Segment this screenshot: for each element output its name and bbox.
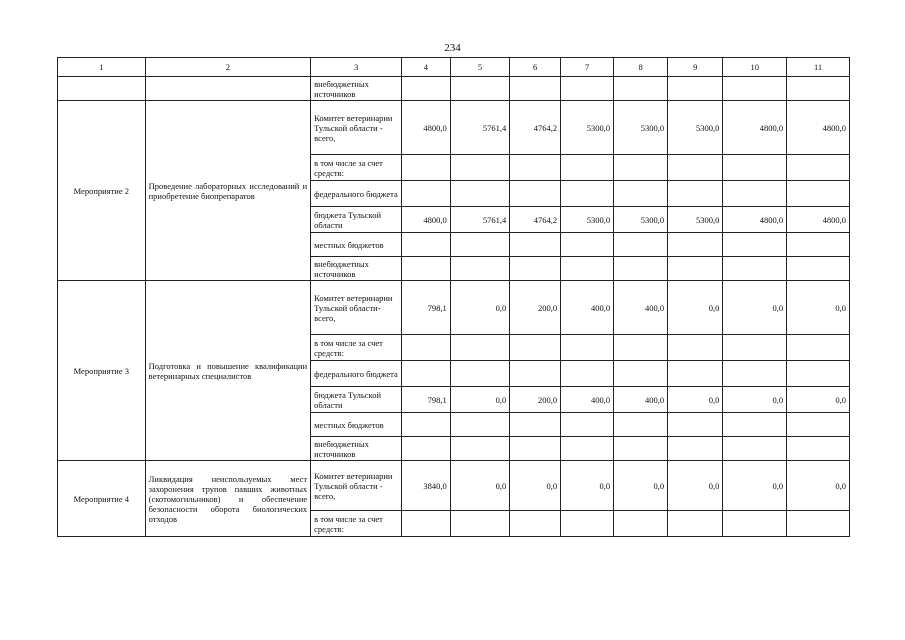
amount-cell	[402, 181, 451, 207]
column-number: 11	[787, 58, 850, 77]
amount-cell	[510, 437, 561, 461]
amount-cell	[614, 437, 668, 461]
column-number: 4	[402, 58, 451, 77]
amount-cell: 798,1	[402, 281, 451, 335]
amount-cell: 4764,2	[510, 207, 561, 233]
amount-cell: 0,0	[787, 461, 850, 511]
amount-cell: 4800,0	[723, 101, 787, 155]
amount-cell: 0,0	[787, 387, 850, 413]
amount-cell: 5300,0	[561, 207, 614, 233]
budget-table	[57, 57, 850, 537]
amount-cell: 200,0	[510, 387, 561, 413]
amount-cell	[668, 361, 723, 387]
amount-cell: 5300,0	[614, 207, 668, 233]
amount-cell: 5761,4	[450, 207, 510, 233]
empty-cell	[561, 77, 614, 101]
table-row	[58, 77, 850, 101]
table-row	[58, 461, 850, 511]
amount-cell: 0,0	[450, 461, 510, 511]
amount-cell	[723, 181, 787, 207]
amount-cell	[723, 511, 787, 537]
amount-cell: 0,0	[723, 281, 787, 335]
funding-source-cell: федерального бюджета	[311, 361, 402, 387]
amount-cell	[561, 437, 614, 461]
column-number: 9	[668, 58, 723, 77]
amount-cell	[614, 181, 668, 207]
funding-source-cell: бюджета Тульской области	[311, 207, 402, 233]
measure-description-cell: Ликвидация неиспользуемых мест захоронения трупов павших животных (скотомогильников) и обеспечение безопасности оборота биологических отходов	[145, 461, 311, 537]
amount-cell	[787, 155, 850, 181]
amount-cell: 4800,0	[787, 101, 850, 155]
amount-cell	[723, 361, 787, 387]
amount-cell: 4764,2	[510, 101, 561, 155]
amount-cell	[668, 335, 723, 361]
column-number: 1	[58, 58, 146, 77]
funding-source-cell: федерального бюджета	[311, 181, 402, 207]
amount-cell	[510, 413, 561, 437]
amount-cell	[510, 155, 561, 181]
amount-cell	[614, 233, 668, 257]
amount-cell	[723, 155, 787, 181]
measure-name-cell: Мероприятие 4	[58, 461, 146, 537]
empty-cell	[510, 77, 561, 101]
amount-cell	[787, 257, 850, 281]
amount-cell	[402, 511, 451, 537]
amount-cell	[510, 181, 561, 207]
amount-cell	[787, 335, 850, 361]
amount-cell	[723, 233, 787, 257]
amount-cell: 0,0	[450, 281, 510, 335]
funding-source-cell: местных бюджетов	[311, 413, 402, 437]
empty-cell	[723, 77, 787, 101]
amount-cell	[402, 413, 451, 437]
measure-name-cell: Мероприятие 2	[58, 101, 146, 281]
amount-cell	[402, 361, 451, 387]
amount-cell	[668, 413, 723, 437]
amount-cell: 400,0	[561, 281, 614, 335]
amount-cell: 0,0	[561, 461, 614, 511]
amount-cell	[668, 257, 723, 281]
amount-cell: 0,0	[450, 387, 510, 413]
column-number: 7	[561, 58, 614, 77]
amount-cell	[510, 257, 561, 281]
amount-cell: 5300,0	[561, 101, 614, 155]
amount-cell	[614, 361, 668, 387]
amount-cell	[723, 437, 787, 461]
column-number-row	[58, 58, 850, 77]
measure-description-cell: Проведение лабораторных исследований и приобретение биопрепаратов	[145, 101, 311, 281]
amount-cell	[561, 361, 614, 387]
amount-cell	[510, 511, 561, 537]
amount-cell	[723, 335, 787, 361]
amount-cell	[723, 413, 787, 437]
amount-cell: 5300,0	[668, 207, 723, 233]
amount-cell: 400,0	[614, 281, 668, 335]
amount-cell	[450, 181, 510, 207]
funding-source-cell: Комитет ветеринарии Тульской области-всего,	[311, 281, 402, 335]
column-number: 3	[311, 58, 402, 77]
column-number: 2	[145, 58, 311, 77]
measure-name-cell: Мероприятие 3	[58, 281, 146, 461]
column-number: 8	[614, 58, 668, 77]
amount-cell	[402, 233, 451, 257]
funding-source-cell: внебюджетных источников	[311, 77, 402, 101]
amount-cell: 4800,0	[402, 101, 451, 155]
empty-cell	[145, 77, 311, 101]
amount-cell: 5300,0	[614, 101, 668, 155]
table-row	[58, 101, 850, 155]
amount-cell	[614, 257, 668, 281]
amount-cell	[402, 257, 451, 281]
amount-cell	[723, 257, 787, 281]
table-row	[58, 281, 850, 335]
funding-source-cell: в том числе за счет средств:	[311, 155, 402, 181]
amount-cell	[561, 155, 614, 181]
amount-cell	[668, 511, 723, 537]
amount-cell: 400,0	[614, 387, 668, 413]
amount-cell	[668, 233, 723, 257]
amount-cell	[450, 335, 510, 361]
empty-cell	[58, 77, 146, 101]
amount-cell	[402, 335, 451, 361]
amount-cell	[561, 257, 614, 281]
amount-cell	[510, 361, 561, 387]
amount-cell: 0,0	[668, 461, 723, 511]
amount-cell	[450, 413, 510, 437]
amount-cell	[614, 511, 668, 537]
amount-cell: 4800,0	[723, 207, 787, 233]
empty-cell	[668, 77, 723, 101]
amount-cell	[510, 335, 561, 361]
amount-cell	[450, 257, 510, 281]
amount-cell: 0,0	[723, 461, 787, 511]
table-body	[58, 58, 850, 537]
amount-cell: 0,0	[614, 461, 668, 511]
amount-cell	[787, 361, 850, 387]
funding-source-cell: в том числе за счет средств:	[311, 335, 402, 361]
amount-cell	[402, 155, 451, 181]
empty-cell	[402, 77, 451, 101]
amount-cell	[787, 437, 850, 461]
amount-cell: 4800,0	[787, 207, 850, 233]
amount-cell	[450, 155, 510, 181]
amount-cell: 400,0	[561, 387, 614, 413]
amount-cell	[787, 233, 850, 257]
amount-cell: 798,1	[402, 387, 451, 413]
column-number: 10	[723, 58, 787, 77]
amount-cell	[614, 413, 668, 437]
empty-cell	[614, 77, 668, 101]
amount-cell	[787, 511, 850, 537]
amount-cell	[561, 511, 614, 537]
amount-cell	[787, 181, 850, 207]
measure-description-cell: Подготовка и повышение квалификации ветеринарных специалистов	[145, 281, 311, 461]
column-number: 6	[510, 58, 561, 77]
amount-cell	[510, 233, 561, 257]
amount-cell	[450, 233, 510, 257]
amount-cell: 200,0	[510, 281, 561, 335]
amount-cell: 5300,0	[668, 101, 723, 155]
funding-source-cell: внебюджетных источников	[311, 257, 402, 281]
amount-cell	[450, 511, 510, 537]
amount-cell	[450, 437, 510, 461]
funding-source-cell: местных бюджетов	[311, 233, 402, 257]
amount-cell	[561, 233, 614, 257]
page-number: 234	[444, 42, 461, 54]
amount-cell: 0,0	[787, 281, 850, 335]
amount-cell: 0,0	[668, 387, 723, 413]
amount-cell	[668, 181, 723, 207]
amount-cell: 0,0	[723, 387, 787, 413]
funding-source-cell: Комитет ветеринарии Тульской области - всего,	[311, 461, 402, 511]
amount-cell	[614, 155, 668, 181]
amount-cell: 4800,0	[402, 207, 451, 233]
amount-cell: 5761,4	[450, 101, 510, 155]
column-number: 5	[450, 58, 510, 77]
amount-cell	[787, 413, 850, 437]
empty-cell	[787, 77, 850, 101]
amount-cell: 0,0	[510, 461, 561, 511]
funding-source-cell: Комитет ветеринарии Тульской области - всего,	[311, 101, 402, 155]
amount-cell: 0,0	[668, 281, 723, 335]
funding-source-cell: в том числе за счет средств:	[311, 511, 402, 537]
amount-cell	[561, 335, 614, 361]
funding-source-cell: внебюджетных источников	[311, 437, 402, 461]
amount-cell	[402, 437, 451, 461]
amount-cell	[668, 155, 723, 181]
amount-cell	[614, 335, 668, 361]
funding-source-cell: бюджета Тульской области	[311, 387, 402, 413]
amount-cell	[561, 181, 614, 207]
amount-cell: 3840,0	[402, 461, 451, 511]
empty-cell	[450, 77, 510, 101]
amount-cell	[450, 361, 510, 387]
amount-cell	[668, 437, 723, 461]
amount-cell	[561, 413, 614, 437]
